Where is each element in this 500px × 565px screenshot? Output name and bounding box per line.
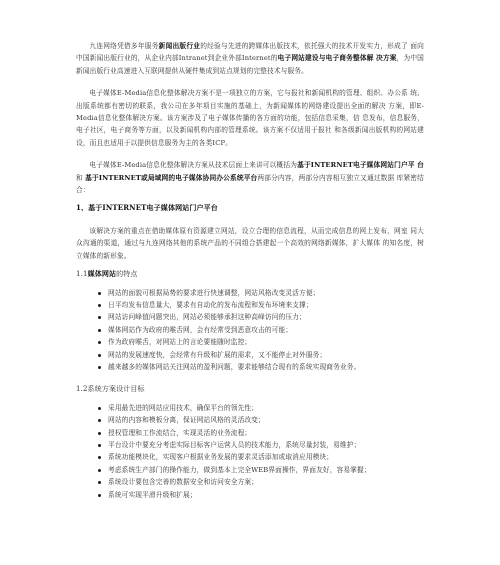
features-list [76,287,424,374]
list-item: 系统可实现平滑升级和扩展； [98,489,424,501]
list-item: 日平均发布信息量大，要求有自动化的发布流程和发布环境来支撑； [98,299,424,311]
list-item: 越来越多的媒体网站关注网站的盈利问题，要求能够结合现有的系统实现商务业务。 [98,361,424,373]
subsection-heading-features: 1.1媒体网站的特点 [76,269,138,279]
bold-phrase: 基于INTERNET或局域网的电子媒体协同办公系统平台 [85,173,258,182]
portal-description-paragraph: 该解决方案的重点在借助媒体原有资源建立网站，设立合理的信息流程，从而完成信息的网上发布，网室 同大众沟通的渠道，通过与九连网络其他的系统产品的不同组合搭建起一个高效的网络新媒体，扩大媒体 的知名度，树立媒体的新形象。 [76,226,424,260]
section-heading-portal: 1、基于INTERNET电子媒体网站门户平台 [76,203,218,213]
list-item: 网站访问峰值问题突出，网站必须能够承担这种高峰访问的压力； [98,311,424,323]
list-item: 网站的面貌可根据局势的要求进行快速调整，网站风格改变灵活方便； [98,287,424,299]
bold-phrase: 新闻出版行业 [158,42,201,50]
subsection-heading-goals: 1.2系统方案设计目标 [76,385,145,394]
bold-phrase: 电子网站建设与电子商务整体解 决方案 [277,54,397,63]
bold-phrase: 基于INTERNET电子媒体网站门户平 台 [297,161,424,170]
list-item: 平台设计中要充分考虑实际目标客户运营人员的技术能力，系统尽量封装，易维护； [98,439,424,451]
emedia-description-paragraph: 电子媒体E-Media信息化整体解决方案不是一项独立的方案，它与报社和新闻机构的管理、组织、办公系 统、出版系统都有密切的联系，我公司在多年项目实施的基础上，为新闻媒体的网络建设提出全面的解决 方案，即E-Media信息化整体解决方案。该方案涉及了电子媒体传播的各方面的功能，包括信息采集，信 息发布，信息服务，电子社区，电子商务等方面，以及新闻机构内部的管理系统。该方案不仅适用于报社 和各级新闻出版机构的网站建设，而且也适用于以提供信息服务为主的各类ICP。 [76,89,424,147]
list-item: 系统功能模块化，实现客户根据业务发展的要求灵活添加或取消应用模块； [98,451,424,463]
intro-paragraph: 九连网络凭借多年服务新闻出版行业的经验与先进的跨媒体出版技术，依托强大的技术开发实力，形成了 面向中国新闻出版行业的，从企业内部Intranet到企业外部Internet的电子网站建设与电子商务整体解 决方案，为中国新闻出版行业高速进入互联网提供从硬件集成到站点规划的完整技术与服务。 [76,42,425,75]
list-item: 网站的内容和模板分离，保证网站风格的灵活改变； [98,414,424,426]
list-item: 考虑系统生产部门的操作能力，做到基本上完全WEB界面操作，界面友好，容易掌握； [98,464,424,476]
list-item: 网站的发展速度快，会经常有升级和扩展的需求，又不能停止对外服务； [98,349,424,361]
goals-list [76,402,424,501]
list-item: 媒体网站作为政府的喉舌网，会有经常受到恶意攻击的可能； [98,324,424,336]
list-item: 系统设计要包含完善的数据安全和访问安全方案； [98,476,424,488]
bold-phrase: 媒体网站 [87,269,117,279]
emedia-structure-paragraph: 电子媒体E-Media信息化整体解决方案从技术层面上来讲可以概括为基于INTERNET电子媒体网站门户平 台和 基于INTERNET或局域网的电子媒体协同办公系统平台两部分内容，两部分内容相互独立又通过数据 库紧密结合： [76,161,424,195]
list-item: 作为政府喉舌，对网站上的言论要能随时监控； [98,336,424,348]
list-item: 授权管理和工作流结合，实现灵活的业务流程； [98,427,424,439]
list-item: 采用最先进的网站应用技术，确保平台的领先性； [98,402,424,414]
